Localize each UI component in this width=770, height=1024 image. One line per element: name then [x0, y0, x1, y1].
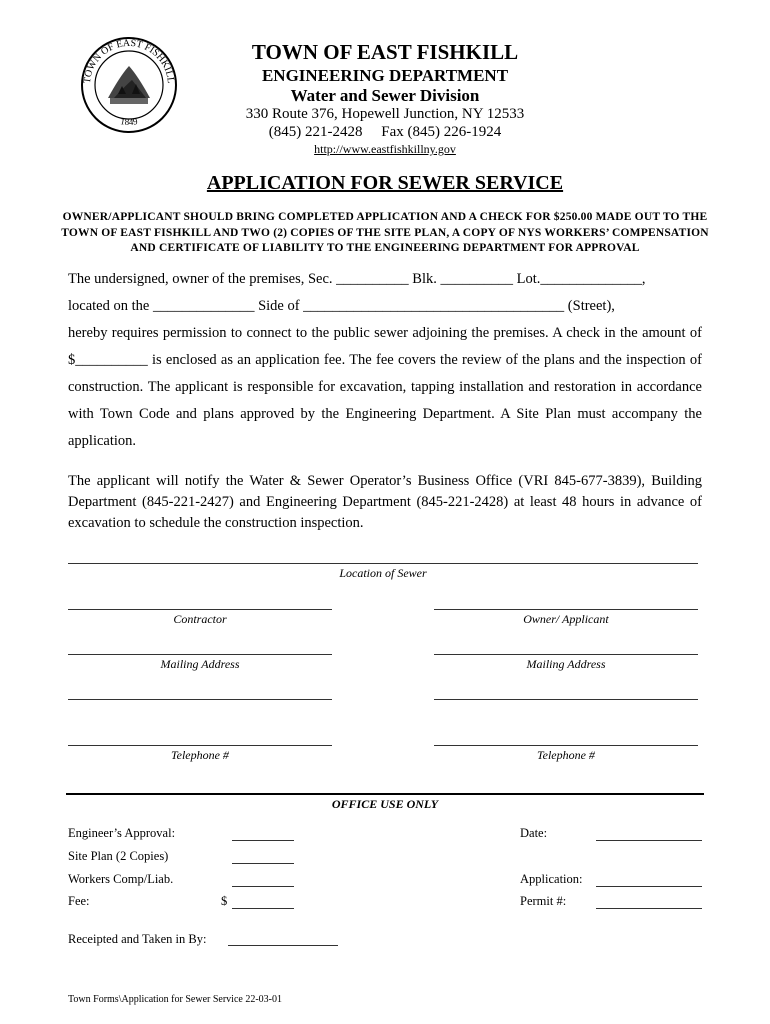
- location-of-sewer-label: Location of Sewer: [339, 566, 427, 580]
- phone-fax: (845) 221-2428 Fax (845) 226-1924: [268, 124, 502, 140]
- receipted-label: Receipted and Taken in By:: [68, 932, 207, 946]
- owner-mailing-field[interactable]: [434, 654, 698, 655]
- instructions-notice: OWNER/APPLICANT SHOULD BRING COMPLETED APPLICATION AND A CHECK FOR $250.00 MADE OUT TO THE TOWN OF EAST FISHKILL AND TWO (2) COPIES OF THE SITE PLAN, A COPY OF NYS WORKERS’ COMPENSATION AND CERTIFICATE OF LIABILITY TO THE ENGINEERING DEPARTMENT FOR APPROVAL: [61, 211, 709, 254]
- contractor-address-line2[interactable]: [68, 699, 332, 700]
- owner-telephone-field[interactable]: [434, 745, 698, 746]
- owner-mailing-label: Mailing Address: [526, 657, 606, 671]
- town-seal: [80, 36, 178, 134]
- website-link[interactable]: http://www.eastfishkillny.gov: [314, 142, 456, 156]
- owner-applicant-label: Owner/ Applicant: [523, 612, 609, 626]
- contractor-mailing-field[interactable]: [68, 654, 332, 655]
- contractor-mailing-label: Mailing Address: [160, 657, 240, 671]
- premises-line[interactable]: The undersigned, owner of the premises, Sec. __________ Blk. __________ Lot.______________,: [68, 271, 646, 287]
- fee-label: Fee:: [68, 894, 90, 908]
- svg-text:1849: [120, 116, 139, 127]
- fee-dollar-sign: $: [221, 894, 228, 908]
- contractor-field[interactable]: [68, 609, 332, 610]
- address: 330 Route 376, Hopewell Junction, NY 12533: [245, 106, 525, 122]
- receipted-field[interactable]: [228, 945, 338, 946]
- location-line[interactable]: located on the ______________ Side of ____________________________________ (Street),: [68, 298, 615, 314]
- site-plan-field[interactable]: [232, 863, 294, 864]
- engineer-approval-label: Engineer’s Approval:: [68, 826, 176, 840]
- date-field[interactable]: [596, 840, 702, 841]
- office-use-heading: OFFICE USE ONLY: [331, 797, 439, 811]
- contractor-label: Contractor: [173, 612, 227, 626]
- permit-field[interactable]: [596, 908, 702, 909]
- contractor-telephone-field[interactable]: [68, 745, 332, 746]
- application-label: Application:: [520, 872, 583, 886]
- office-divider: [66, 793, 704, 795]
- seal-text: TOWN OF EAST FISHKILL: [81, 37, 177, 84]
- owner-address-line2[interactable]: [434, 699, 698, 700]
- application-field[interactable]: [596, 886, 702, 887]
- workers-comp-label: Workers Comp/Liab.: [68, 872, 174, 886]
- department-name: ENGINEERING DEPARTMENT: [261, 66, 509, 85]
- town-name: TOWN OF EAST FISHKILL: [251, 40, 519, 64]
- engineer-approval-field[interactable]: [232, 840, 294, 841]
- permit-label: Permit #:: [520, 894, 567, 908]
- contractor-telephone-label: Telephone #: [171, 748, 229, 762]
- fee-field[interactable]: [232, 908, 294, 909]
- notification-paragraph: The applicant will notify the Water & Sewer Operator’s Business Office (VRI 845-677-3839), Building Department (845-221-2427) and Engineering Department (845-221-2428) at least 48 hours in advance of excavation to schedule the construction inspection.: [68, 473, 702, 531]
- location-of-sewer-field[interactable]: [68, 563, 698, 564]
- owner-applicant-field[interactable]: [434, 609, 698, 610]
- page-title: APPLICATION FOR SEWER SERVICE: [206, 172, 564, 194]
- date-label: Date:: [520, 826, 548, 840]
- site-plan-label: Site Plan (2 Copies): [68, 849, 169, 863]
- workers-comp-field[interactable]: [232, 886, 294, 887]
- owner-telephone-label: Telephone #: [537, 748, 595, 762]
- permission-paragraph: hereby requires permission to connect to the public sewer adjoining the premises. A check in the amount of $__________ is enclosed as an application fee. The fee covers the review of the plans and the inspection of construction. The applicant is responsible for excavation, tapping installation and restoration in accordance with Town Code and plans approved by the Engineering Department. A Site Plan must accompany the application.: [68, 325, 702, 449]
- division-name: Water and Sewer Division: [290, 86, 480, 105]
- seal-year: 1849: [119, 116, 139, 128]
- form-footer: Town Forms\Application for Sewer Service 22-03-01: [68, 994, 282, 1005]
